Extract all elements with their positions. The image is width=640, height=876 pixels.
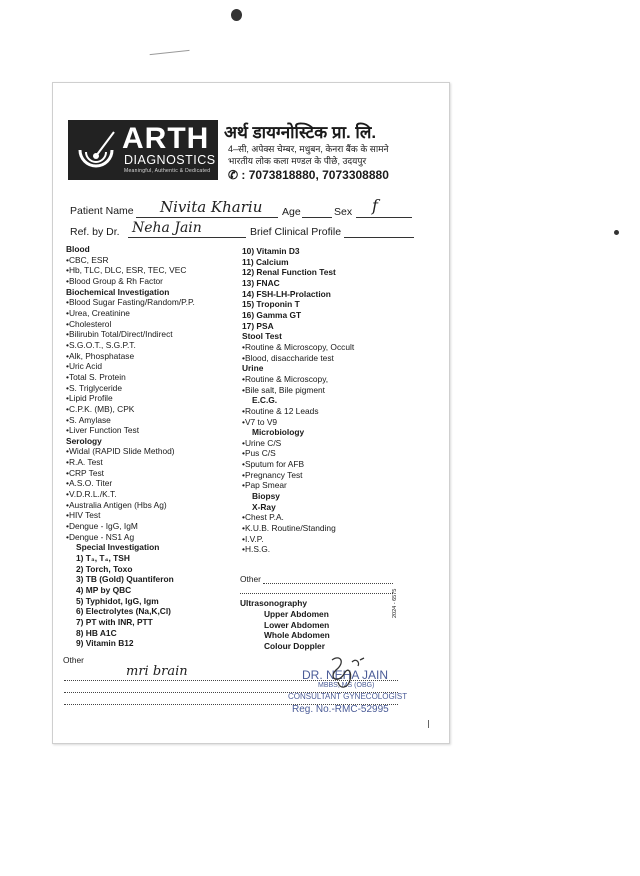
section-heading: Biochemical Investigation: [66, 286, 170, 297]
test-item: • Total S. Protein: [66, 372, 195, 383]
usg-item: Upper Abdomen: [264, 609, 329, 619]
ref-doctor-line: [128, 237, 246, 238]
test-item: • Pap Smear: [242, 480, 354, 491]
test-item: • Routine & Microscopy,: [242, 374, 354, 385]
test-item: • Widal (RAPID Slide Method): [66, 446, 195, 457]
phone-numbers: ✆ : 7073818880, 7073308880: [228, 168, 389, 182]
address-line-1: 4–सी, अपेक्स चेम्बर, मधुबन, केनरा बैंक के सामने: [228, 144, 389, 154]
section-heading: Biopsy: [252, 491, 280, 502]
test-item: 15) Troponin T: [242, 299, 300, 310]
test-item: • Blood, disaccharide test: [242, 353, 354, 364]
ink-spot: [614, 230, 619, 235]
brand-subname: DIAGNOSTICS: [124, 153, 216, 167]
test-item: • S.G.O.T., S.G.P.T.: [66, 340, 195, 351]
clinical-profile-label: Brief Clinical Profile: [250, 226, 342, 238]
test-item: 10) Vitamin D3: [242, 246, 300, 256]
section-heading: Urine: [242, 363, 264, 374]
ref-doctor-label: Ref. by Dr.: [70, 226, 120, 238]
test-item: • S. Amylase: [66, 415, 195, 426]
test-item: • H.S.G.: [242, 544, 354, 555]
page-tick: [428, 720, 429, 728]
test-item: • S. Triglyceride: [66, 383, 195, 394]
test-item: 14) FSH-LH-Prolaction: [242, 288, 331, 299]
brand-logo: [68, 120, 218, 180]
usg-item: Colour Doppler: [264, 640, 325, 651]
test-item: • Chest P.A.: [242, 512, 354, 523]
handwritten-note: mri brain: [126, 664, 188, 679]
test-item: • Sputum for AFB: [242, 459, 354, 470]
test-item: • Bilirubin Total/Direct/Indirect: [66, 329, 195, 340]
test-item: • R.A. Test: [66, 457, 195, 468]
ref-doctor-value: Neha Jain: [132, 220, 202, 236]
test-item: • C.P.K. (MB), CPK: [66, 404, 195, 415]
right-test-column: [242, 246, 354, 555]
age-line: [302, 217, 332, 218]
test-item: • Pregnancy Test: [242, 470, 354, 481]
test-item: • I.V.P.: [242, 534, 354, 545]
doctor-signature-icon: [322, 652, 372, 696]
address-line-2: भारतीय लोक कला मण्डल के पीछे, उदयपुर: [228, 156, 367, 166]
test-item: • Dengue - NS1 Ag: [66, 532, 195, 543]
stamp-doctor-name: DR. NEHA JAIN: [302, 668, 389, 682]
test-item: • K.U.B. Routine/Standing: [242, 523, 354, 534]
other-line-right-2: [240, 593, 393, 594]
sex-value: f: [372, 196, 378, 215]
test-item: • Urine C/S: [242, 438, 354, 449]
test-item: 13) FNAC: [242, 277, 280, 288]
test-item: 5) Typhidot, IgG, Igm: [76, 595, 159, 606]
stamp-registration: Reg. No.-RMC-52995: [292, 704, 389, 715]
sex-label: Sex: [334, 206, 353, 218]
clinical-profile-line: [344, 237, 414, 238]
brand-tagline: Meaningful, Authentic & Dedicated: [124, 168, 211, 174]
test-item: 2) Torch, Toxo: [76, 563, 133, 574]
test-item: 11) Calcium: [242, 256, 289, 267]
test-item: • Urea, Creatinine: [66, 308, 195, 319]
test-item: • Pus C/S: [242, 448, 354, 459]
logo-emblem-icon: [74, 126, 118, 170]
test-item: • Alk, Phosphatase: [66, 351, 195, 362]
patient-name-label: Patient Name: [70, 205, 134, 217]
sex-line: [356, 217, 412, 218]
test-item: 3) TB (Gold) Quantiferon: [76, 574, 174, 585]
test-item: • CRP Test: [66, 468, 195, 479]
test-item: 7) PT with INR, PTT: [76, 616, 153, 627]
test-item: • V7 to V9: [242, 417, 354, 428]
section-heading: Stool Test: [242, 331, 282, 342]
test-item: 6) Electrolytes (Na,K,Cl): [76, 606, 171, 617]
section-heading: Microbiology: [252, 427, 305, 438]
section-heading: Blood: [66, 244, 90, 254]
test-item: 16) Gamma GT: [242, 309, 302, 320]
test-item: 9) Vitamin B12: [76, 638, 134, 649]
test-item: • Hb, TLC, DLC, ESR, TEC, VEC: [66, 265, 195, 276]
ink-mark: [150, 50, 191, 63]
patient-name-value: Nivita Khariu: [160, 198, 263, 216]
other-label-bottom: Other: [63, 655, 84, 665]
section-heading: Serology: [66, 435, 102, 446]
test-item: • Dengue - IgG, IgM: [66, 521, 195, 532]
test-item: • Bile salt, Bile pigment: [242, 385, 354, 396]
brand-name: ARTH: [122, 122, 210, 155]
hindi-company-name: अर्थ डायग्नोस्टिक प्रा. लि.: [224, 123, 377, 142]
test-item: • Routine & 12 Leads: [242, 406, 354, 417]
patient-name-line: [136, 217, 278, 218]
age-label: Age: [282, 206, 301, 218]
print-code: 2024 - 6575: [392, 588, 398, 618]
test-item: • Lipid Profile: [66, 393, 195, 404]
test-item: • Uric Acid: [66, 361, 195, 372]
stamp-qualification: MBBS, MS (OBG): [318, 682, 375, 689]
test-item: • V.D.R.L./K.T.: [66, 489, 195, 500]
ink-spot: [231, 9, 242, 21]
test-item: • CBC, ESR: [66, 255, 195, 266]
test-item: 12) Renal Function Test: [242, 267, 336, 278]
test-item: 17) PSA: [242, 320, 274, 331]
section-heading: E.C.G.: [252, 395, 278, 406]
test-item: • Liver Function Test: [66, 425, 195, 436]
test-item: • Blood Group & Rh Factor: [66, 276, 195, 287]
usg-item: Lower Abdomen: [264, 619, 330, 630]
left-test-column: [66, 244, 195, 649]
test-item: 8) HB A1C: [76, 627, 117, 638]
usg-title: Ultrasonography: [240, 598, 308, 608]
test-item: 4) MP by QBC: [76, 585, 132, 595]
test-item: • Routine & Microscopy, Occult: [242, 342, 354, 353]
test-item: • A.S.O. Titer: [66, 478, 195, 489]
test-item: 1) T₃, T₄, TSH: [76, 553, 130, 564]
other-label-right: Other: [240, 574, 261, 584]
usg-item: Whole Abdomen: [264, 630, 330, 641]
stamp-designation: CONSULTANT GYNECOLOGIST: [288, 692, 408, 701]
section-heading: X-Ray: [252, 501, 276, 512]
test-item: • Australia Antigen (Hbs Ag): [66, 500, 195, 511]
section-heading: Special Investigation: [76, 542, 160, 553]
test-item: • Cholesterol: [66, 319, 195, 330]
usg-list: [264, 609, 330, 652]
test-item: • HIV Test: [66, 510, 195, 521]
other-line-right: [263, 583, 393, 584]
test-item: • Blood Sugar Fasting/Random/P.P.: [66, 297, 195, 308]
